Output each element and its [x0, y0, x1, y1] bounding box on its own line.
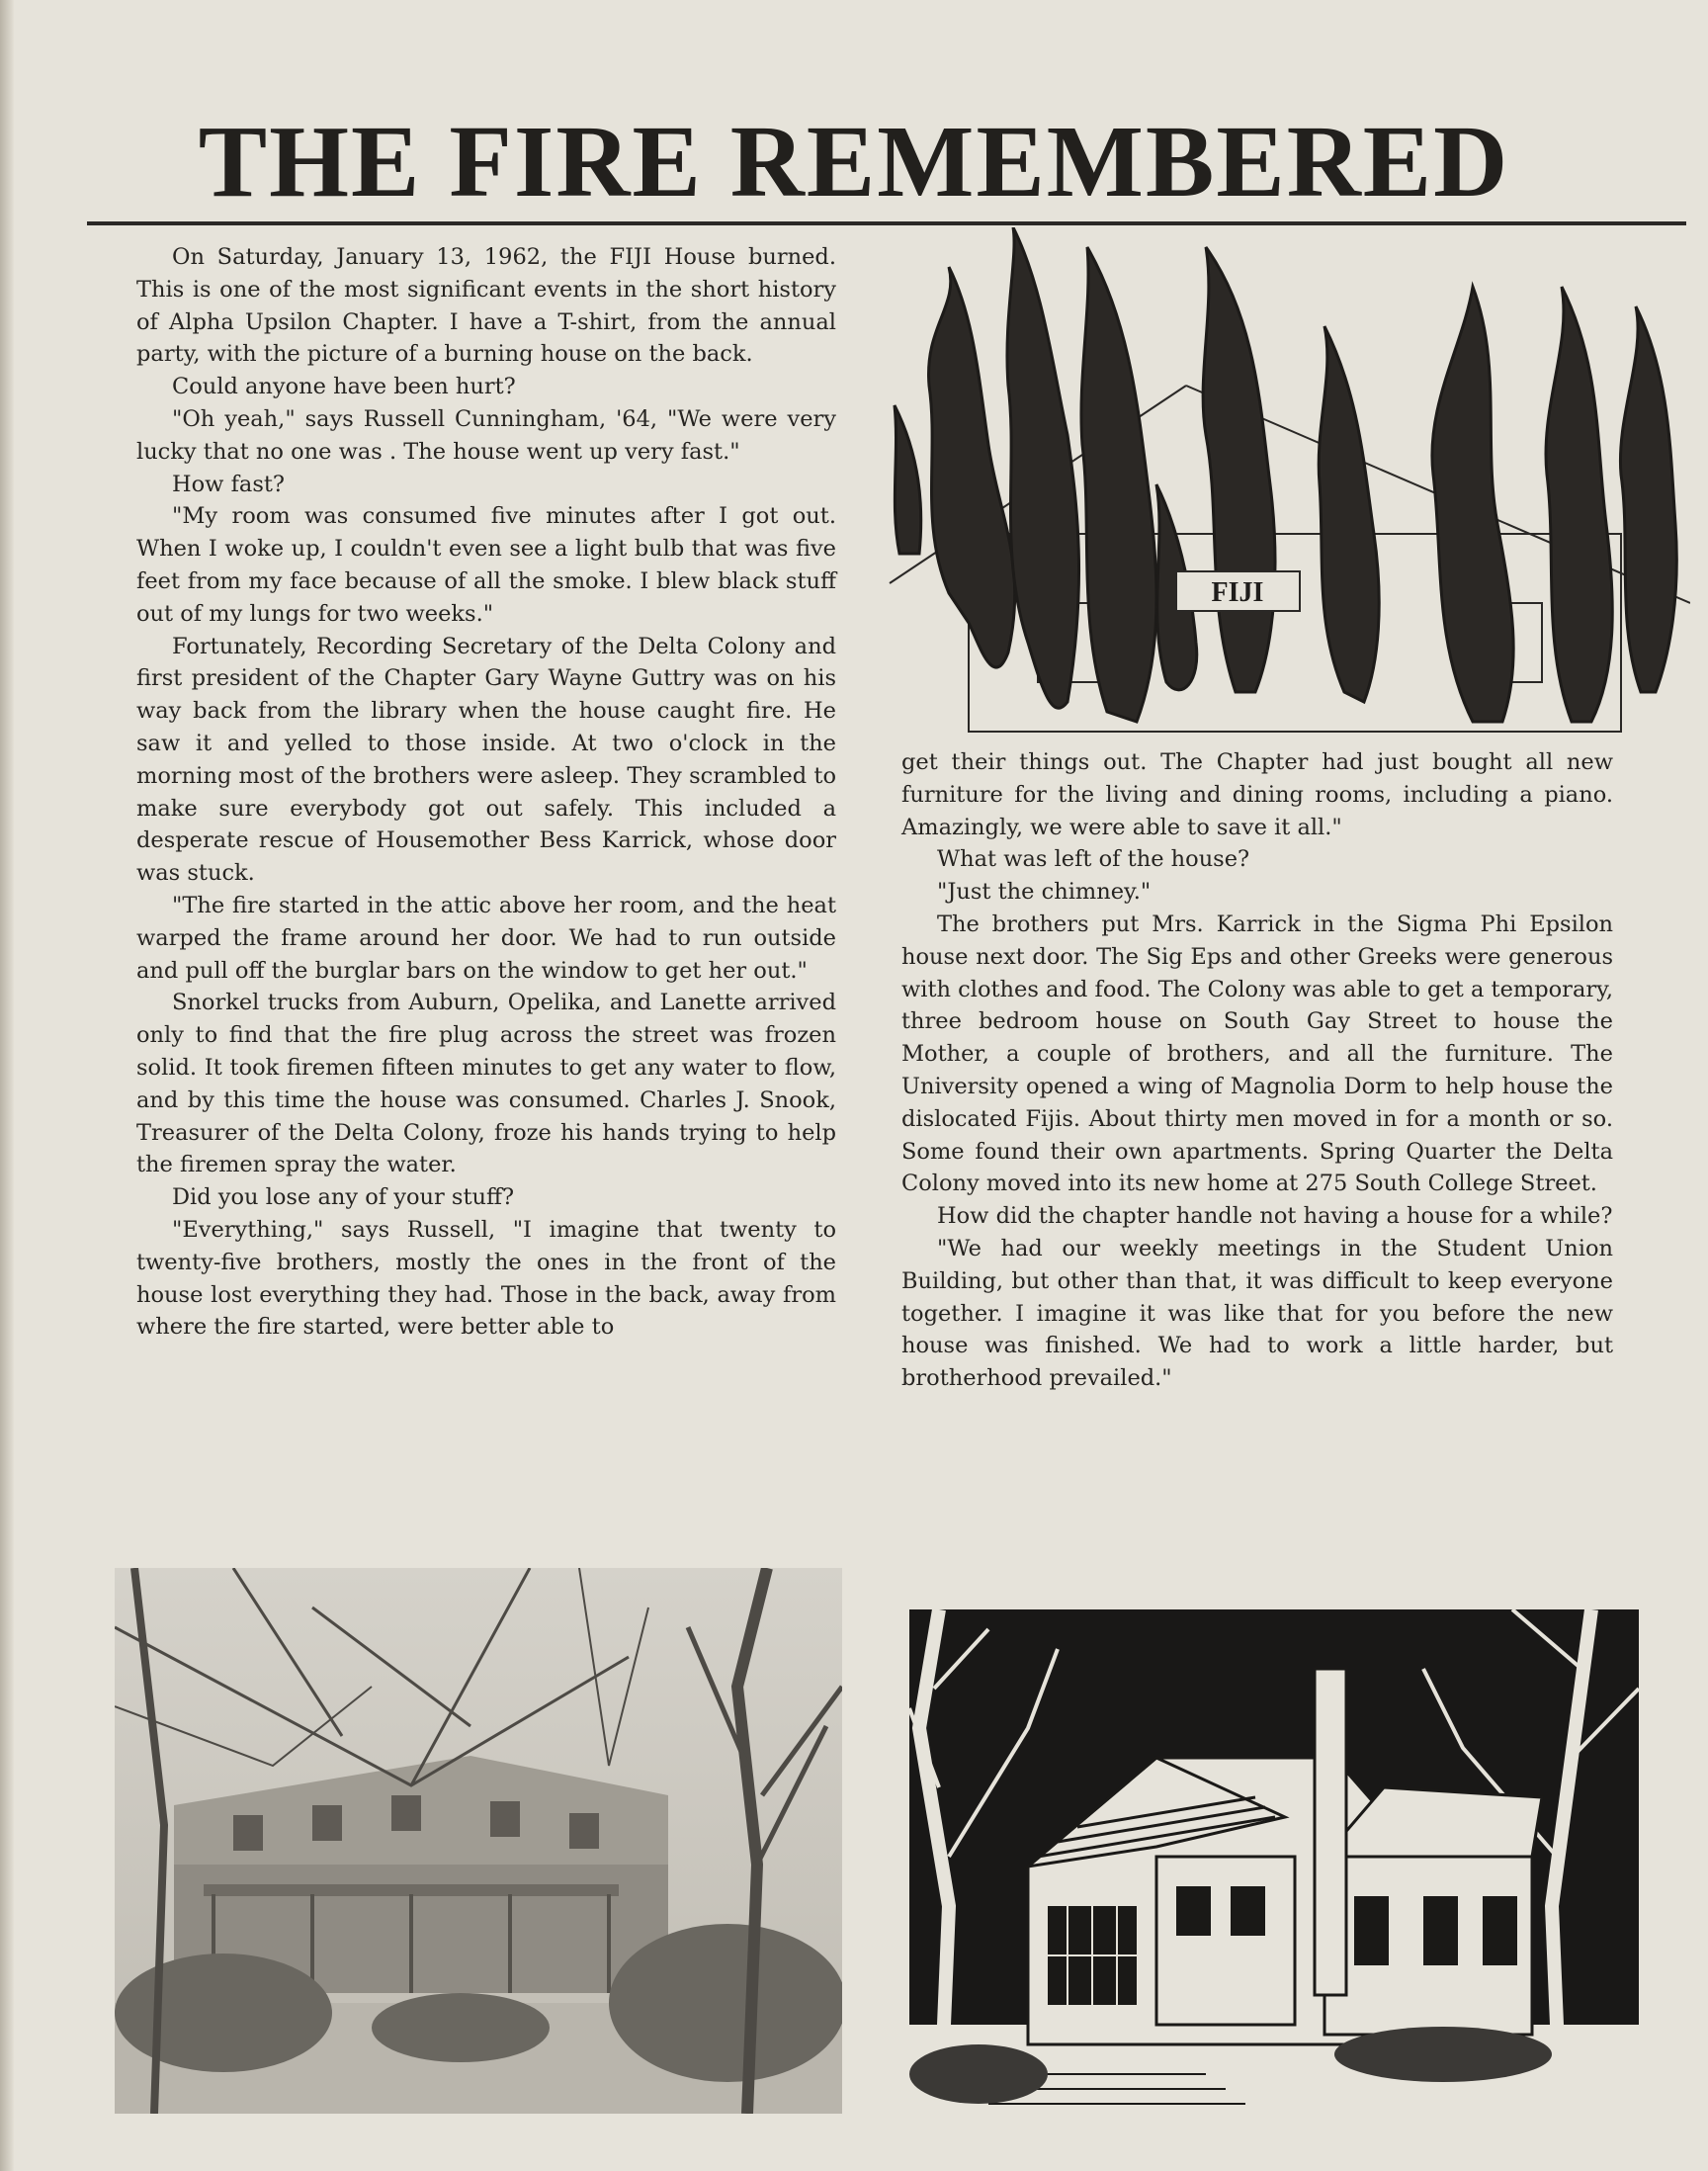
paragraph: The brothers put Mrs. Karrick in the Sigma Phi Epsilon house next door. The Sig Eps and other Greeks were generous with clothes and food. The Colony was able to get a temporary, three bedroom house on South Gay Street to house the Mother, a couple of brothers, and all the furniture. The University opened a wing of Magnolia Dorm to help house the dislocated Fijis. About thirty men moved in for a month or so. Some found their own apartments. Spring Quarter the Delta Colony moved into its new home at 275 South College Street.	[901, 911, 1613, 1197]
page-edge-shadow	[0, 0, 14, 2171]
fiji-sign-text: FIJI	[1211, 577, 1264, 608]
paragraph: "Just the chimney."	[937, 879, 1152, 906]
paragraph: "The fire started in the attic above her room, and the heat warped the frame around her door. We had to run outside and pull off the burglar bars on the window to get her out."	[136, 892, 836, 984]
paragraph: Snorkel trucks from Auburn, Opelika, and Lanette arrived only to find that the fire plug across the street was frozen solid. It took firemen fifteen minutes to get any water to flow, and by this time the house was consumed. Charles J. Snook, Treasurer of the Delta Colony, froze his hands trying to help the firemen spray the water.	[136, 990, 836, 1178]
paragraph: Could anyone have been hurt?	[172, 374, 516, 400]
paragraph: How fast?	[172, 471, 285, 497]
paragraph: "My room was consumed five minutes after I got out. When I woke up, I couldn't even see a light bulb that was five feet from my face because of all the smoke. I blew black stuff out of my lungs for two weeks."	[136, 503, 836, 627]
paragraph: On Saturday, January 13, 1962, the FIJI House burned. This is one of the most significant events in the short history of Alpha Upsilon Chapter. I have a T-shirt, from the annual party, with the picture of a burning house on the back.	[136, 244, 836, 368]
paragraph: "Everything," says Russell, "I imagine that twenty to twenty-five brothers, mostly the ones in the front of the house lost everything they had. Those in the back, away from where the fire started, were better able to	[136, 1216, 836, 1341]
article-title: THE FIRE REMEMBERED	[198, 105, 1510, 218]
paragraph: Fortunately, Recording Secretary of the Delta Colony and first president of the Chapter Gary Wayne Guttry was on his way back from the library when the house caught fire. He saw it and yelled to those inside. At two o'clock in the morning most of the brothers were asleep. They scrambled to make sure everybody got out safely. This included a desperate rescue of Housemother Bess Karrick, whose door was stuck.	[136, 633, 836, 887]
left-column	[136, 241, 836, 1344]
title-rule	[87, 221, 1686, 225]
flame-shapes	[895, 227, 1676, 722]
paragraph: What was left of the house?	[937, 846, 1250, 873]
house-photo	[115, 1568, 842, 2114]
paragraph: "Oh yeah," says Russell Cunningham, '64, "We were very lucky that no one was . The house went up very fast."	[136, 405, 836, 465]
new-house-drawing	[909, 1609, 1639, 2143]
paragraph: Did you lose any of your stuff?	[172, 1184, 515, 1211]
right-column	[901, 746, 1613, 1395]
paragraph: get their things out. The Chapter had just bought all new furniture for the living and dining rooms, including a piano. Amazingly, we were able to save it all."	[901, 749, 1613, 840]
burning-house-illustration	[880, 227, 1690, 741]
paragraph: How did the chapter handle not having a house for a while?	[937, 1203, 1613, 1230]
paragraph: "We had our weekly meetings in the Student Union Building, but other than that, it was difficult to keep everyone together. I imagine it was like that for you before the new house was finished. We had to work a little harder, but brotherhood prevailed."	[901, 1235, 1613, 1392]
